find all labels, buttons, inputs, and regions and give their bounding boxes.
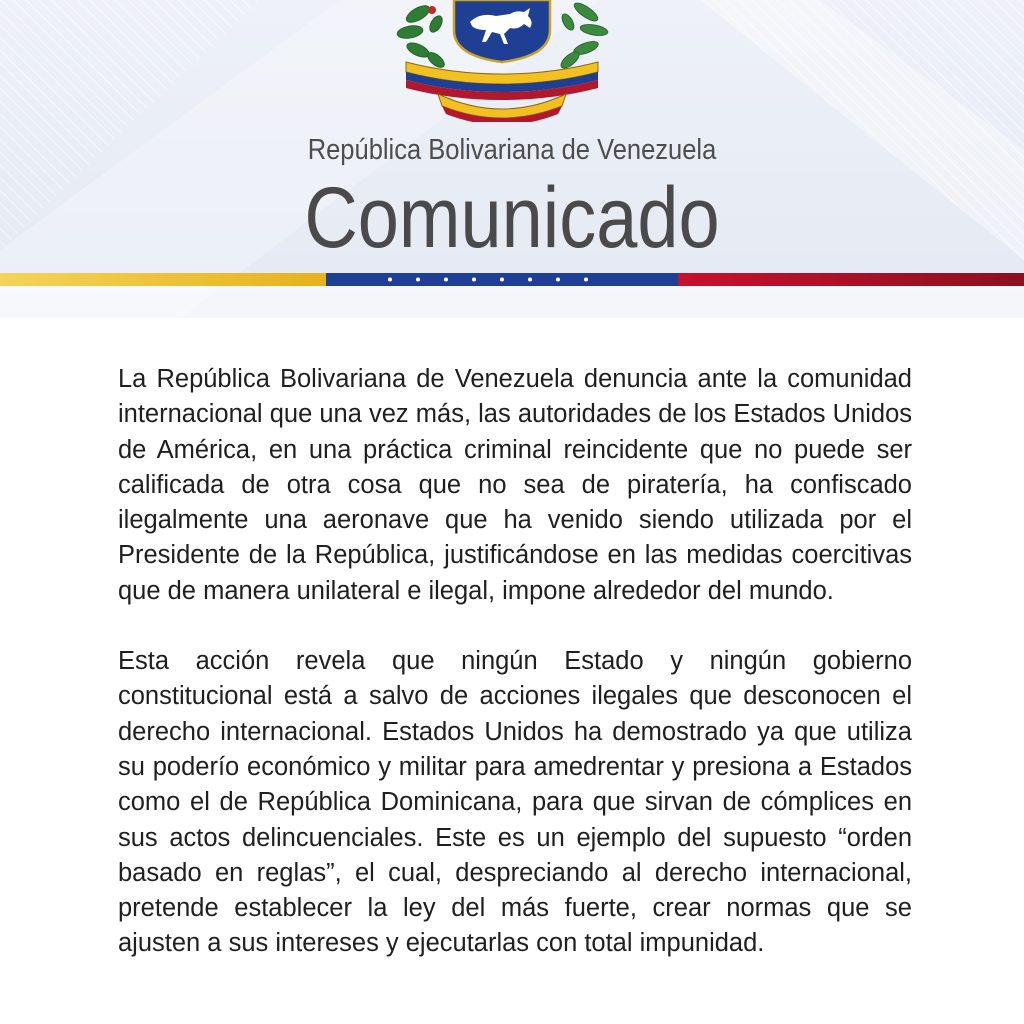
tricolor-stripe [0,273,1024,286]
paragraph-1: La República Bolivariana de Venezuela denuncia ante la comunidad internacional que una vez más, las autoridades de los Estados Unidos de América, en una práctica criminal reincidente que no puede ser calificada de otra cosa que no sea de piratería, ha confiscado ilegalmente una aeronave que ha venido siendo utilizada por el Presidente de la República, justificándose en las medidas coercitivas que de manera unilateral e ilegal, impone alrededor del mundo. [118,365,912,605]
letterhead-header [0,0,1024,318]
communique-body [118,362,912,962]
coat-of-arms-emblem [392,0,612,122]
paragraph-2: Esta acción revela que ningún Estado y ningún gobierno constitucional está a salvo de acciones ilegales que desconocen el derecho internacional. Estados Unidos ha demostrado ya que utiliza su poderío económico y militar para amedrentar y presiona a Estados como el de República Dominicana, para que sirvan de cómplices en sus actos delincuenciales. Este es un ejemplo del supuesto “orden basado en reglas”, el cual, despreciando al derecho internacional, pretende establecer la ley del más fuerte, crear normas que se ajusten a sus intereses y ejecutarlas con total impunidad. [118,647,912,958]
country-name: República Bolivariana de Venezuela [307,134,717,166]
page-title: Comunicado [304,170,720,266]
